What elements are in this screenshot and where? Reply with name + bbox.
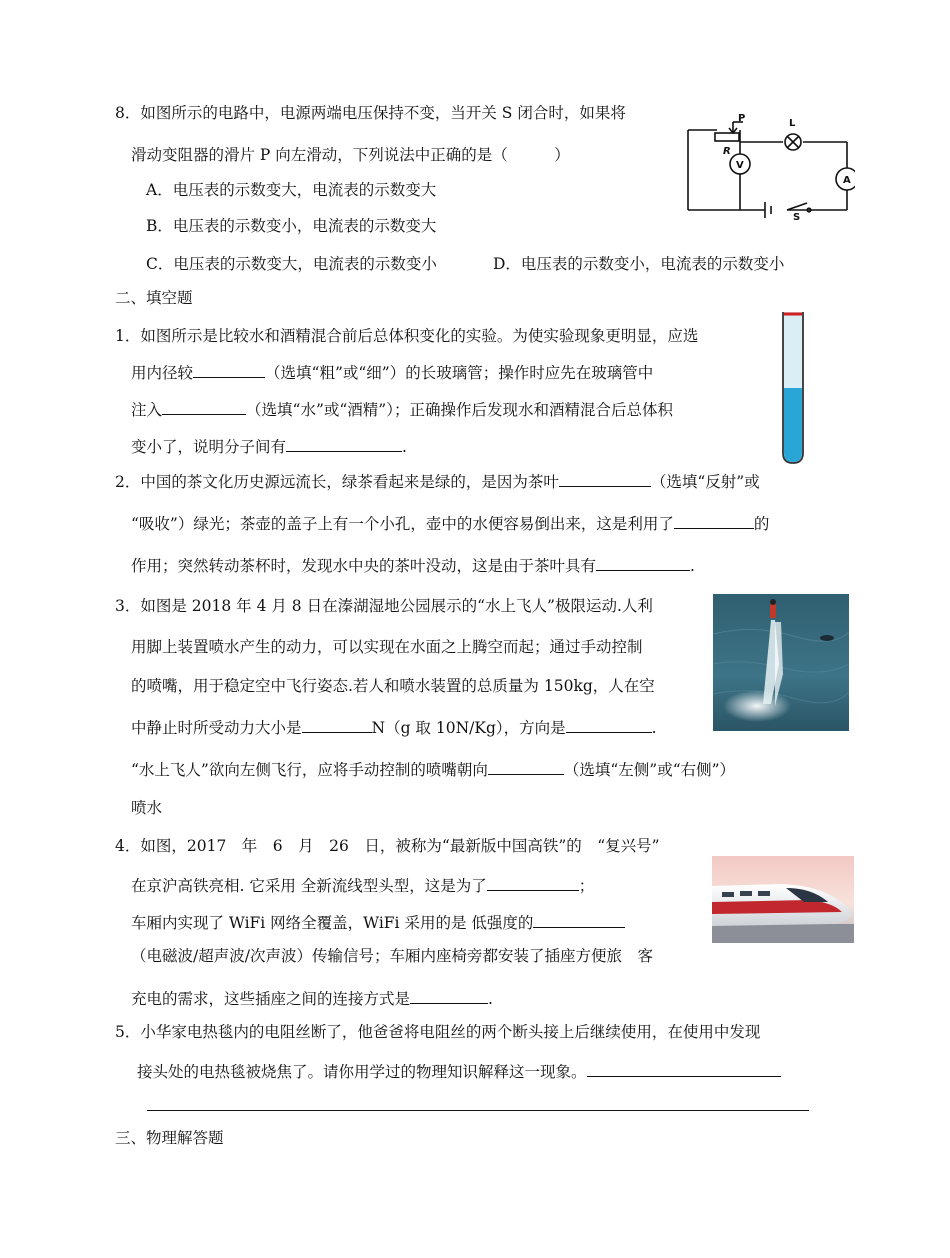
fill2-text-3a: 作用；突然转动茶杯时，发现水中央的茶叶没动，这是由于茶叶具有 [131,557,597,575]
fill3-line-1: 3．如图是 2018 年 4 月 8 日在溱湖湿地公园展示的“水上飞人”极限运动.人利 [115,597,653,615]
answer-blank[interactable] [566,716,652,733]
fill5-text-2: 接头处的电热毯被烧焦了。请你用学过的物理知识解释这一现象。 [137,1063,587,1081]
water-flyer-photo [713,594,849,731]
fill2-text-1b: （选填“反射”或 [650,473,760,491]
section-3-title: 三、物理解答题 [115,1129,224,1147]
label-a: A [843,175,851,186]
fill1-text-4b: . [402,438,407,456]
fill3-line-6: 喷水 [131,799,163,817]
fill4-line-3 [131,911,625,933]
glass-tube-figure [780,308,806,466]
fill4-line-4: （电磁波/超声波/次声波）传输信号；车厢内座椅旁都安装了插座方便旅 客 [131,947,653,965]
answer-blank[interactable] [587,1060,781,1077]
fill3-text-4c: . [651,719,657,737]
q8-option-a: A．电压表的示数变大，电流表的示数变大 [146,181,437,199]
fill4-line-1: 4．如图，2017 年 6 月 26 日，被称为“最新版中国高铁”的 “复兴号” [115,837,660,855]
fill1-text-3b: （选填“水”或“酒精”）；正确操作后发现水和酒精混合后总体积 [246,401,673,419]
fill1-text-3a: 注入 [131,401,163,419]
fill1-line-3 [131,398,673,420]
fill4-text-2a: 在京沪高铁亮相. 它采用 全新流线型头型，这是为了 [131,877,487,895]
q8-option-d: D．电压表的示数变小，电流表的示数变小 [493,255,785,273]
fill4-line-5 [131,987,493,1009]
fill4-text-5b: . [488,990,493,1008]
q8-option-b: B．电压表的示数变小，电流表的示数变大 [146,217,437,235]
fill1-text-2a: 用内径较 [131,364,194,382]
label-l: L [789,118,796,129]
fill2-line-1 [115,470,760,492]
answer-blank[interactable] [193,361,265,378]
q8-option-c: C．电压表的示数变大，电流表的示数变小 [146,255,437,273]
fill3-line-2: 用脚上装置喷水产生的动力，可以实现在水面之上腾空而起；通过手动控制 [131,638,643,656]
fill1-text-2b: （选填“粗”或“细”）的长玻璃管；操作时应先在玻璃管中 [265,364,654,382]
fill1-text-4a: 变小了，说明分子间有 [131,438,287,456]
q8-line-1: 8．如图所示的电路中，电源两端电压保持不变，当开关 S 闭合时，如果将 [115,104,626,122]
fill3-text-4a: 中静止时所受动力大小是 [131,719,302,737]
answer-blank[interactable] [533,911,625,928]
answer-blank[interactable] [596,554,690,571]
answer-blank[interactable] [410,987,488,1004]
fill2-text-2b: 的 [753,515,770,533]
answer-line[interactable] [147,1110,809,1111]
fill4-line-2 [131,874,594,896]
fill3-text-4b: N（g 取 10N/Kg），方向是 [371,719,566,737]
answer-blank[interactable] [488,758,564,775]
fill2-line-3 [131,554,695,576]
fill3-text-5b: （选填“左侧”或“右侧”） [563,761,736,779]
fill4-text-3a: 车厢内实现了 WiFi 网络全覆盖，WiFi 采用的是 低强度的 [131,914,534,932]
answer-blank[interactable] [559,470,651,487]
q8-line-2: 滑动变阻器的滑片 P 向左滑动，下列说法中正确的是（ ） [131,146,570,164]
fill4-text-2b: ； [578,877,595,895]
fill4-text-5a: 充电的需求，这些插座之间的连接方式是 [131,990,411,1008]
fill3-line-5 [131,758,735,780]
fill1-line-4 [131,435,407,457]
label-s: S [793,212,801,220]
fill2-text-1a: 2．中国的茶文化历史源远流长，绿茶看起来是绿的，是因为茶叶 [115,473,559,491]
section-2-title: 二、填空题 [115,289,193,307]
fill3-line-4 [131,716,657,738]
fill5-line-1: 5．小华家电热毯内的电阻丝断了，他爸爸将电阻丝的两个断头接上后继续使用，在使用中发现 [115,1023,761,1041]
circuit-diagram [685,108,855,220]
answer-blank[interactable] [487,874,579,891]
bullet-train-photo [712,856,854,943]
label-p: P [738,113,746,124]
fill1-line-1: 1．如图所示是比较水和酒精混合前后总体积变化的实验。为使实验现象更明显，应选 [115,327,699,345]
label-v: V [736,160,744,171]
fill2-text-2a: “吸收”）绿光；茶壶的盖子上有一个小孔，壶中的水便容易倒出来，这是利用了 [131,515,674,533]
fill1-line-2 [131,361,653,383]
answer-blank[interactable] [286,435,402,452]
fill5-line-2 [137,1060,781,1082]
answer-blank[interactable] [162,398,246,415]
answer-blank[interactable] [302,716,372,733]
label-r: R [723,146,731,157]
answer-blank[interactable] [674,512,754,529]
fill2-text-3b: . [690,557,695,575]
fill3-text-5a: “水上飞人”欲向左侧飞行，应将手动控制的喷嘴朝向 [131,761,488,779]
fill3-line-3: 的喷嘴，用于稳定空中飞行姿态.若人和喷水装置的总质量为 150kg，人在空 [131,677,655,695]
fill2-line-2 [131,512,769,534]
